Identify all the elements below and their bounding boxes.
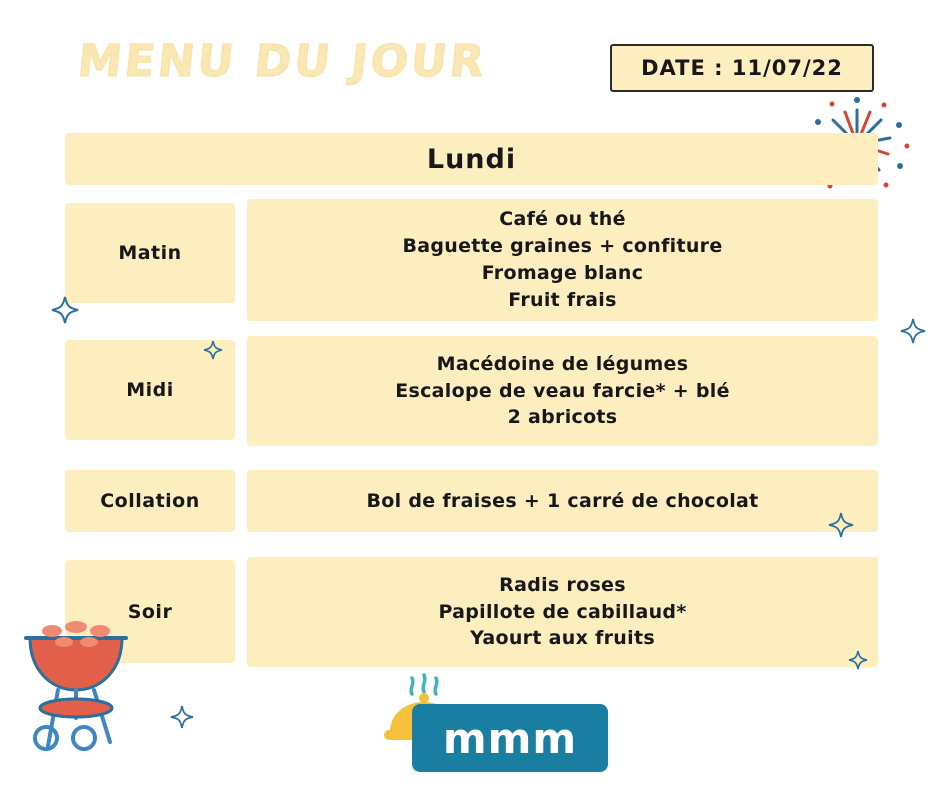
meal-content-box [247,557,878,667]
meal-line: Papillote de cabillaud* [438,600,687,623]
meal-line: Fromage blanc [481,262,644,284]
meal-content-box [247,336,878,446]
meal-line: Escalope de veau farcie* + blé [395,379,730,402]
meal-label-text: Midi [126,379,174,401]
meal-line: 2 abricots [507,406,618,429]
logo-badge [412,704,608,772]
meal-label-text: Soir [127,600,173,623]
meal-label-box [65,470,235,532]
meal-label-text: Collation [100,490,200,512]
sparkle-icon [900,318,926,347]
meal-content-box [247,470,878,532]
meal-line: Baguette graines + confiture [402,235,723,258]
meal-label-text: Matin [118,242,182,264]
meal-line: Yaourt aux fruits [470,627,655,650]
sparkle-icon [170,705,194,732]
logo-text: mmm [442,713,578,763]
meal-line: Fruit frais [508,288,617,311]
date-label: DATE : 11/07/22 [641,56,843,80]
day-label: Lundi [426,143,517,175]
meal-line: Macédoine de légumes [436,352,689,375]
meal-line: Bol de fraises + 1 carré de chocolat [366,489,759,512]
meal-line: Café ou thé [499,208,626,231]
bbq-grill-icon [18,598,143,753]
date-box [610,44,874,92]
meal-line: Radis roses [499,573,626,596]
meal-label-box [65,203,235,303]
brand-logo [378,660,608,780]
page-title: MENU DU JOUR [75,36,490,87]
meal-label-box [65,340,235,440]
meal-content-box [247,199,878,321]
day-banner [65,133,878,185]
